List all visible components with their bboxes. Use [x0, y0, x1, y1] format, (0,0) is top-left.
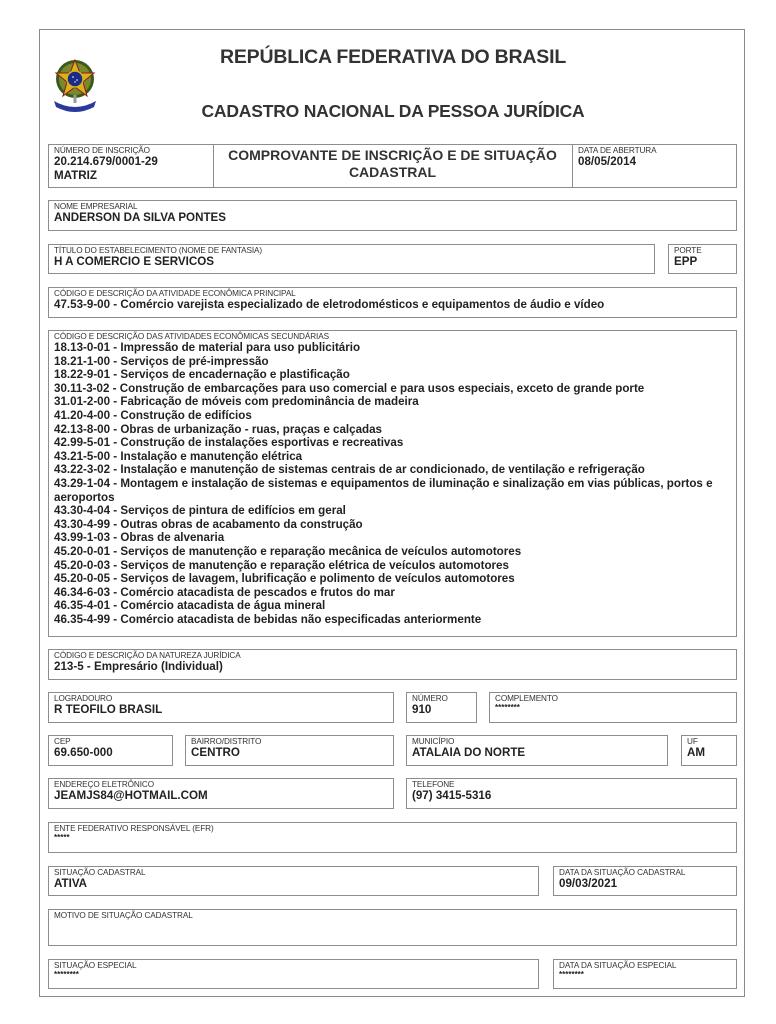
activity-item: 46.35-4-01 - Comércio atacadista de água mineral — [54, 599, 326, 613]
status-value: ATIVA — [54, 877, 88, 890]
natureza-juridica-field — [48, 649, 737, 680]
field-value: 69.650-000 — [54, 746, 113, 759]
activity-item: 46.34-6-03 - Comércio atacadista de pescados e frutos do mar — [54, 585, 395, 599]
field-label: LOGRADOURO — [54, 694, 113, 703]
field-value: ANDERSON DA SILVA PONTES — [54, 211, 226, 224]
data-situacao-especial-field — [553, 959, 737, 989]
efr-field — [48, 822, 737, 853]
field-value: EPP — [674, 255, 698, 268]
activity-item: 46.35-4-99 - Comércio atacadista de bebidas não especificadas anteriormente — [54, 612, 482, 626]
field-value: AM — [687, 746, 706, 759]
numero-field — [406, 692, 477, 723]
field-label: BAIRRO/DISTRITO — [191, 737, 262, 746]
page-subtitle: CADASTRO NACIONAL DA PESSOA JURÍDICA — [201, 101, 585, 121]
bairro-field — [185, 735, 394, 766]
nome-empresarial-field — [48, 200, 737, 231]
field-label: COMPLEMENTO — [495, 694, 558, 703]
municipio-field — [406, 735, 668, 766]
motivo-situacao-field — [48, 909, 737, 946]
field-label: NÚMERO — [412, 694, 448, 703]
activity-item: 42.13-8-00 - Obras de urbanização - ruas, praças e calçadas — [54, 422, 383, 436]
cep-field — [48, 735, 173, 766]
field-value: ******** — [495, 703, 520, 712]
field-value: ******** — [54, 970, 79, 979]
field-value: R TEOFILO BRASIL — [54, 703, 163, 716]
cnpj-value: 20.214.679/0001-29 — [54, 155, 158, 168]
field-label: CÓDIGO E DESCRIÇÃO DAS ATIVIDADES ECONÔMICAS SECUNDÁRIAS — [54, 332, 329, 341]
field-value: 910 — [412, 703, 432, 716]
activity-item: 30.11-3-02 - Construção de embarcações para uso comercial e para usos especiais, exceto de grande porte — [54, 381, 645, 395]
field-value: 09/03/2021 — [559, 877, 618, 890]
field-value: JEAMJS84@HOTMAIL.COM — [54, 789, 208, 802]
field-label: MOTIVO DE SITUAÇÃO CADASTRAL — [54, 911, 193, 920]
field-label: DATA DA SITUAÇÃO CADASTRAL — [559, 868, 686, 877]
field-label: DATA DE ABERTURA — [578, 146, 657, 155]
field-value: ******** — [559, 970, 584, 979]
atividade-principal-field — [48, 287, 737, 318]
activity-item: 31.01-2-00 - Fabricação de móveis com predominância de madeira — [54, 395, 419, 409]
field-label: MUNICÍPIO — [412, 737, 455, 746]
porte-field — [668, 244, 737, 274]
situacao-cadastral-field — [48, 866, 539, 896]
atividades-secundarias-field — [48, 330, 737, 637]
activity-item: 45.20-0-01 - Serviços de manutenção e reparação mecânica de veículos automotores — [54, 544, 522, 558]
field-label: SITUAÇÃO CADASTRAL — [54, 868, 146, 877]
page-title: REPÚBLICA FEDERATIVA DO BRASIL — [219, 46, 567, 68]
complemento-field — [489, 692, 737, 723]
activity-item: 43.21-5-00 - Instalação e manutenção elétrica — [54, 449, 303, 463]
activity-item: 45.20-0-05 - Serviços de lavagem, lubrificação e polimento de veículos automotores — [54, 572, 515, 586]
field-value: CENTRO — [191, 746, 240, 759]
field-label: DATA DA SITUAÇÃO ESPECIAL — [559, 961, 677, 970]
data-abertura-field — [572, 144, 737, 188]
numero-inscricao-field — [48, 144, 214, 188]
field-label: ENDEREÇO ELETRÔNICO — [54, 780, 155, 789]
activity-item: 18.21-1-00 - Serviços de pré-impressão — [54, 354, 269, 368]
field-label: PORTE — [674, 246, 702, 255]
tipo-value: MATRIZ — [54, 168, 97, 182]
activity-item: 41.20-4-00 - Construção de edifícios — [54, 408, 252, 422]
comprovante-title-line1: COMPROVANTE DE INSCRIÇÃO E DE SITUAÇÃO — [228, 147, 557, 163]
field-value: (97) 3415-5316 — [412, 789, 492, 802]
activity-item: 43.29-1-04 - Montagem e instalação de sistemas e equipamentos de iluminação e sinalização em vias públicas, portos e aeroportos — [54, 476, 713, 504]
field-label: NÚMERO DE INSCRIÇÃO — [54, 146, 150, 155]
activity-item: 42.99-5-01 - Construção de instalações esportivas e recreativas — [54, 436, 404, 450]
field-label: CÓDIGO E DESCRIÇÃO DA NATUREZA JURÍDICA — [54, 651, 241, 660]
field-label: UF — [687, 737, 698, 746]
activity-item: 43.99-1-03 - Obras de alvenaria — [54, 531, 225, 545]
email-field — [48, 778, 394, 809]
situacao-especial-field — [48, 959, 539, 989]
activity-item: 18.22-9-01 - Serviços de encadernação e plastificação — [54, 368, 350, 382]
field-label: NOME EMPRESARIAL — [54, 202, 138, 211]
activity-item: 43.30-4-99 - Outras obras de acabamento da construção — [54, 517, 363, 531]
field-label: CEP — [54, 737, 71, 746]
field-label: CÓDIGO E DESCRIÇÃO DA ATIVIDADE ECONÔMICA PRINCIPAL — [54, 289, 296, 298]
logradouro-field — [48, 692, 394, 723]
field-label: SITUAÇÃO ESPECIAL — [54, 961, 137, 970]
telefone-field — [406, 778, 737, 809]
field-label: ENTE FEDERATIVO RESPONSÁVEL (EFR) — [54, 824, 214, 833]
activity-item: 43.30-4-04 - Serviços de pintura de edifícios em geral — [54, 504, 346, 518]
field-value: ATALAIA DO NORTE — [412, 746, 526, 759]
activity-item: 18.13-0-01 - Impressão de material para uso publicitário — [54, 341, 361, 354]
activity-item: 43.22-3-02 - Instalação e manutenção de sistemas centrais de ar condicionado, de ventilação e refrigeração — [54, 463, 645, 477]
comprovante-title — [213, 144, 572, 188]
field-value: 08/05/2014 — [578, 155, 637, 168]
data-situacao-cadastral-field — [553, 866, 737, 896]
field-value: 213-5 - Empresário (Individual) — [54, 660, 223, 673]
comprovante-title-line2: CADASTRAL — [348, 164, 437, 180]
field-label: TÍTULO DO ESTABELECIMENTO (NOME DE FANTASIA) — [54, 246, 263, 255]
nome-fantasia-field — [48, 244, 655, 274]
field-value: 47.53-9-00 - Comércio varejista especializado de eletrodomésticos e equipamentos de áudio e vídeo — [54, 298, 605, 311]
field-value: H A COMERCIO E SERVICOS — [54, 255, 214, 268]
field-label: TELEFONE — [412, 780, 455, 789]
uf-field — [681, 735, 737, 766]
field-value: ***** — [54, 833, 70, 842]
activity-item: 45.20-0-03 - Serviços de manutenção e reparação elétrica de veículos automotores — [54, 558, 509, 572]
